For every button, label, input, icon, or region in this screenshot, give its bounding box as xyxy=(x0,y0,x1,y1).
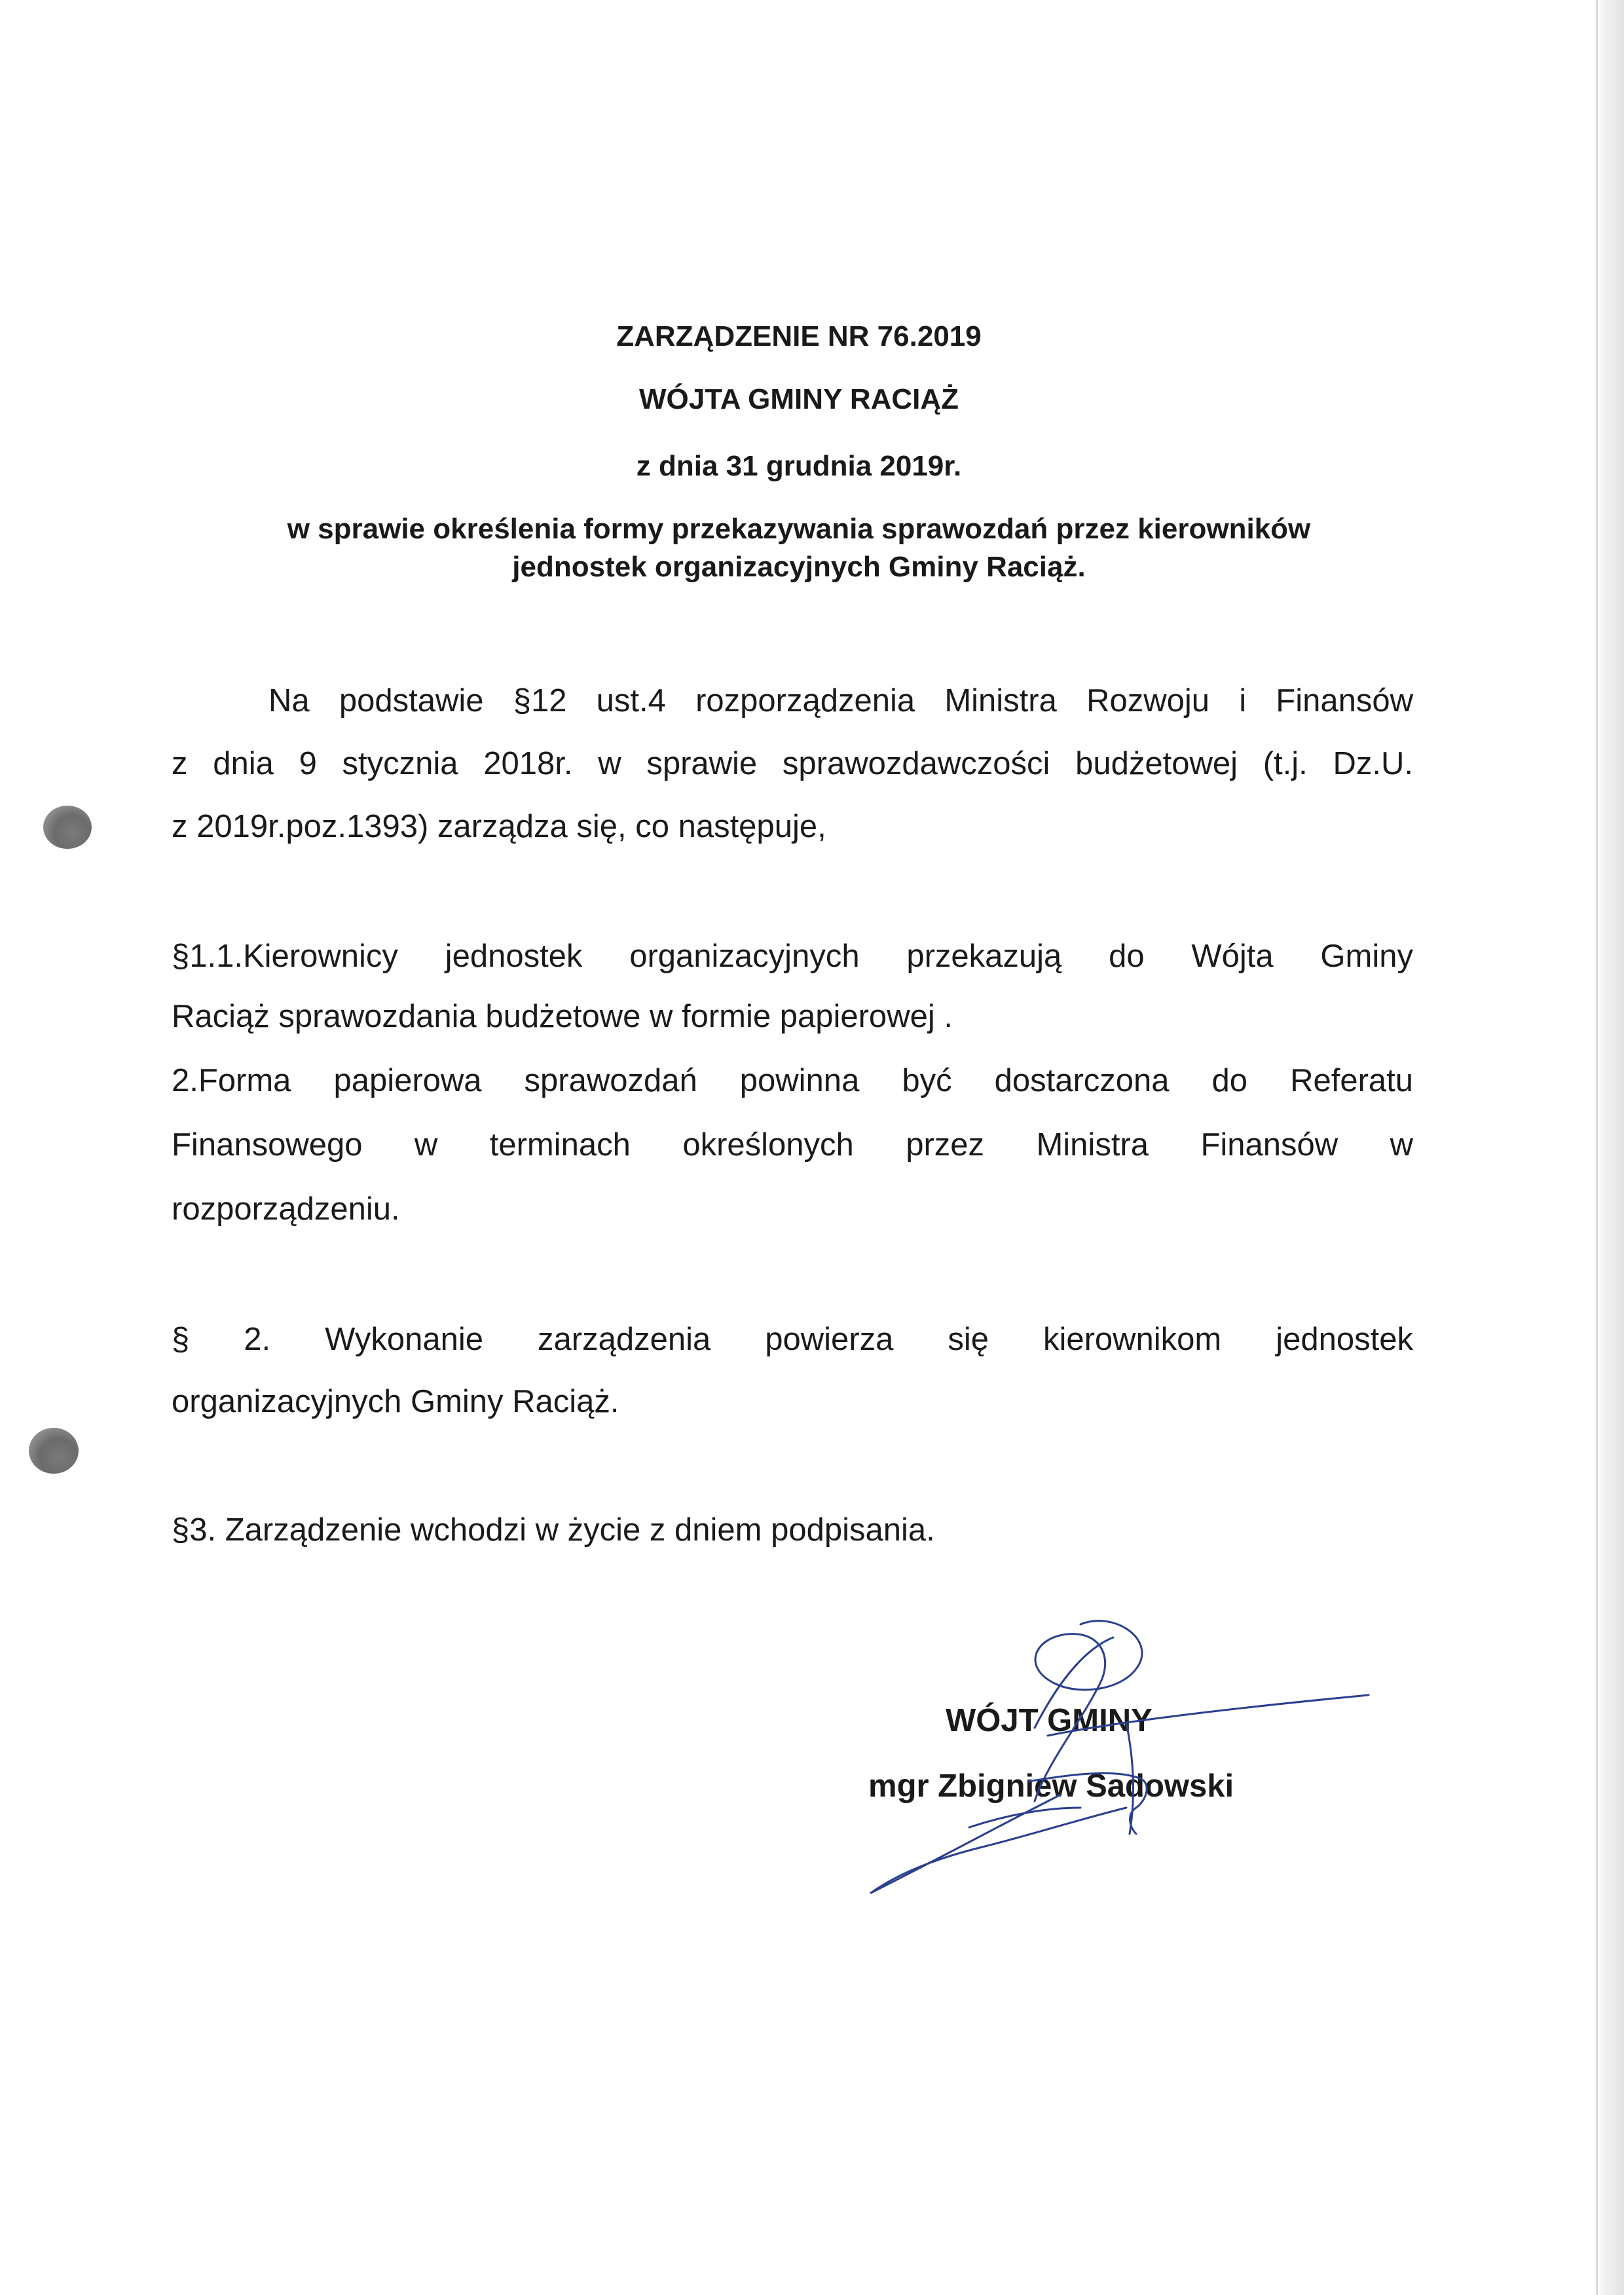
document-subject-line-2: jednostek organizacyjnych Gminy Raciąż. xyxy=(512,551,1086,583)
section-2-line-2: organizacyjnych Gminy Raciąż. xyxy=(172,1384,619,1419)
section-2-line-1: § 2. Wykonanie zarządzenia powierza się kierownikom jednostek xyxy=(172,1322,1413,1357)
legal-basis-line-2: z dnia 9 stycznia 2018r. w sprawie sprawozdawczości budżetowej (t.j. Dz.U. xyxy=(172,746,1413,781)
legal-basis-line-1: Na podstawie §12 ust.4 rozporządzenia Ministra Rozwoju i Finansów xyxy=(268,683,1413,718)
document-subject-line-1: w sprawie określenia formy przekazywania sprawozdań przez kierowników xyxy=(287,513,1311,545)
section-1-line-1: §1.1.Kierownicy jednostek organizacyjnych przekazują do Wójta Gminy xyxy=(172,939,1413,974)
section-3-line-1: §3. Zarządzenie wchodzi w życie z dniem podpisania. xyxy=(172,1512,935,1548)
signatory-title: WÓJT GMINY xyxy=(946,1703,1153,1738)
punch-hole-icon xyxy=(43,806,92,849)
issuing-authority: WÓJTA GMINY RACIĄŻ xyxy=(638,383,959,415)
signatory-name: mgr Zbigniew Sadowski xyxy=(868,1768,1234,1804)
section-1-line-4: Finansowego w terminach określonych przez Ministra Finansów w xyxy=(172,1127,1413,1163)
legal-basis-line-3: z 2019r.poz.1393) zarządza się, co następuje, xyxy=(172,809,826,844)
section-1-line-5: rozporządzeniu. xyxy=(172,1191,400,1227)
punch-hole-icon xyxy=(29,1428,79,1474)
document-title: ZARZĄDZENIE NR 76.2019 xyxy=(616,320,982,352)
document-date: z dnia 31 grudnia 2019r. xyxy=(636,450,962,482)
scan-edge-shadow xyxy=(1594,0,1624,2295)
section-1-line-2: Raciąż sprawozdania budżetowe w formie papierowej . xyxy=(172,999,953,1034)
section-1-line-3: 2.Forma papierowa sprawozdań powinna być dostarczona do Referatu xyxy=(172,1063,1413,1098)
handwritten-signature-icon xyxy=(773,1611,1388,1912)
